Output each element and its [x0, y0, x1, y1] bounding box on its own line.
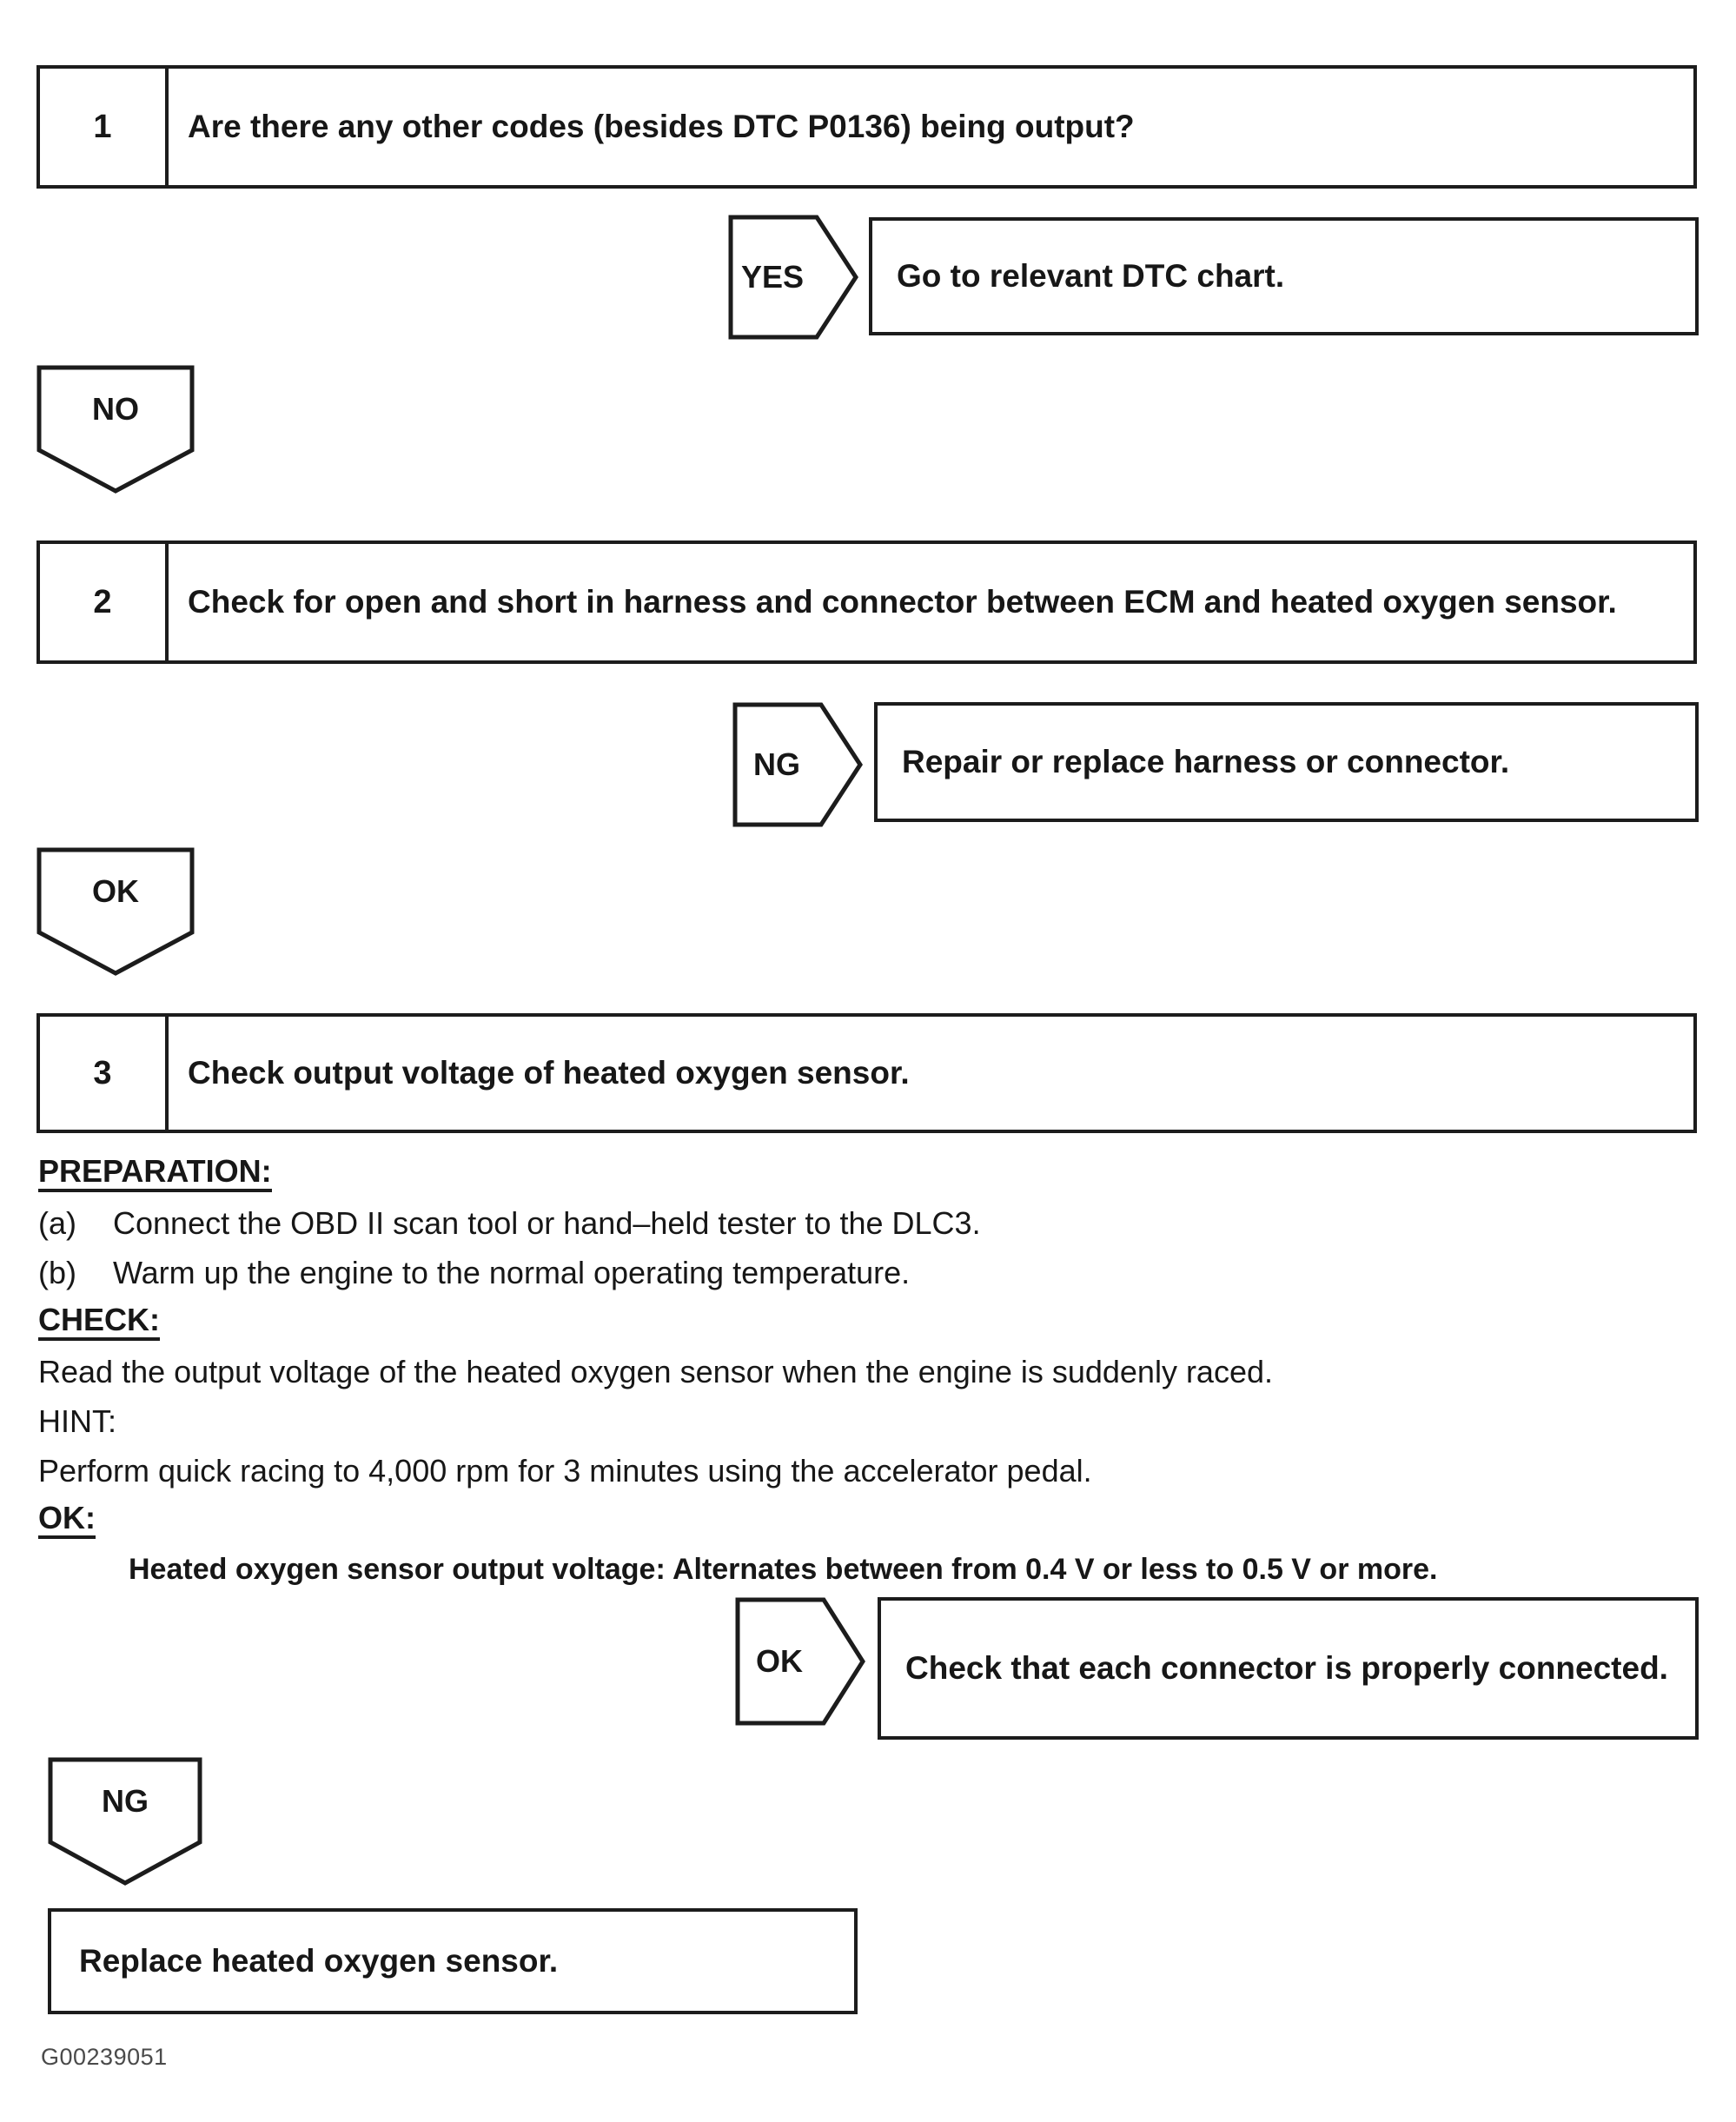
no-continue	[36, 365, 195, 494]
prep-item-b-text: Warm up the engine to the normal operating temperature.	[113, 1254, 911, 1290]
prep-item-a-text: Connect the OBD II scan tool or hand–held tester to the DLC3.	[113, 1204, 981, 1241]
step-3-question: Check output voltage of heated oxygen sensor.	[188, 1054, 910, 1091]
check-text: Read the output voltage of the heated oxygen sensor when the engine is suddenly raced.	[38, 1353, 1273, 1389]
no-label: NO	[92, 391, 139, 427]
check-text-line	[38, 1347, 1700, 1396]
hint-text: Perform quick racing to 4,000 rpm for 3 minutes using the accelerator pedal.	[38, 1452, 1092, 1489]
ng-continue-label: NG	[102, 1783, 149, 1819]
yes-label: YES	[740, 259, 805, 295]
check-heading: CHECK:	[38, 1303, 160, 1341]
yes-branch	[728, 215, 858, 340]
ok-result-text: Check that each connector is properly connected.	[905, 1650, 1668, 1687]
step-2-box	[36, 540, 1697, 664]
ng-branch	[732, 702, 863, 827]
step-1-question: Are there any other codes (besides DTC P0136) being output?	[188, 108, 1135, 144]
figure-code: G00239051	[41, 2044, 168, 2070]
step-1-box	[36, 65, 1697, 189]
prep-item-a-marker: (a)	[38, 1204, 76, 1241]
ng-continue	[48, 1757, 202, 1886]
hint-heading: HINT:	[38, 1403, 116, 1439]
ok-heading: OK:	[38, 1502, 96, 1539]
preparation-heading-line	[38, 1149, 1700, 1198]
ok-result-box	[878, 1597, 1699, 1740]
hint-heading-line	[38, 1396, 1700, 1446]
ok-continue	[36, 847, 195, 976]
step-1-number: 1	[40, 69, 169, 185]
final-action-box	[48, 1908, 858, 2014]
ok-spec-text: Heated oxygen sensor output voltage: Alternates between from 0.4 V or less to 0.5 V or more.	[129, 1553, 1438, 1586]
check-heading-line	[38, 1297, 1700, 1347]
ok-heading-line	[38, 1495, 1700, 1545]
procedure-block	[38, 1149, 1700, 1595]
prep-item-a	[38, 1198, 1700, 1248]
step-2-number: 2	[40, 544, 169, 660]
prep-item-b	[38, 1248, 1700, 1297]
step-2-question: Check for open and short in harness and connector between ECM and heated oxygen sensor.	[188, 583, 1617, 620]
prep-item-b-marker: (b)	[38, 1254, 76, 1290]
yes-result-text: Go to relevant DTC chart.	[897, 258, 1285, 295]
ng-label: NG	[753, 746, 800, 782]
ok-continue-label: OK	[92, 873, 139, 909]
ng-result-box	[874, 702, 1699, 822]
step-3-box	[36, 1013, 1697, 1133]
ok-branch	[735, 1597, 865, 1726]
yes-result-box	[869, 217, 1699, 335]
ok-branch-label: OK	[756, 1643, 803, 1679]
ok-spec-line	[38, 1545, 1700, 1595]
preparation-heading: PREPARATION:	[38, 1155, 272, 1192]
step-3-number: 3	[40, 1017, 169, 1130]
hint-text-line	[38, 1446, 1700, 1495]
final-action-text: Replace heated oxygen sensor.	[79, 1943, 559, 1979]
ng-result-text: Repair or replace harness or connector.	[902, 744, 1510, 780]
